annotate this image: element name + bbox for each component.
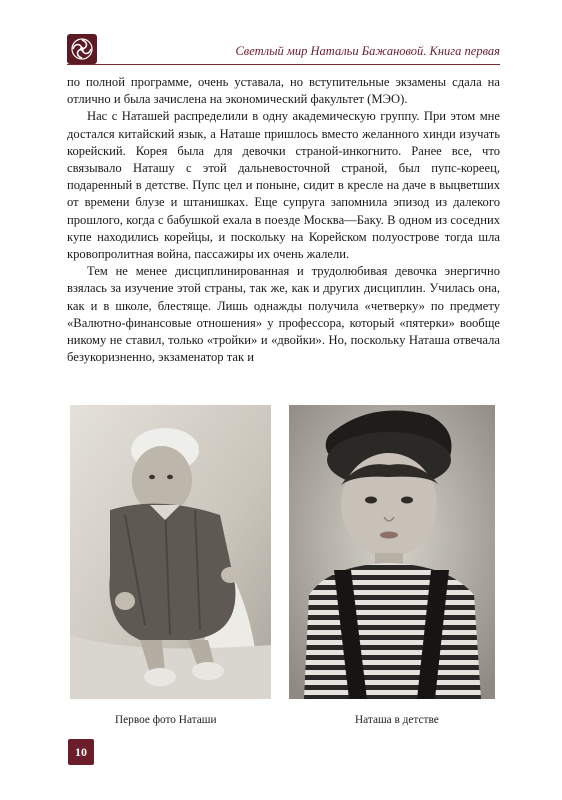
photo-baby-natasha (70, 405, 271, 699)
header-divider (67, 64, 500, 65)
book-emblem-icon (67, 34, 97, 64)
page-number: 10 (68, 739, 94, 765)
photo-caption-childhood: Наташа в детстве (355, 714, 439, 726)
paragraph-2: Нас с Наташей распределили в одну академическую группу. При этом мне достался китайский язык, а Наташе пришлось вместо желанного хинди изучать корейский. Корея была для девочки страной-инкогнито. Ранее все, что связывало Наташу с этой дальневосточной страной, был пупс-кореец, подаренный в детстве. Пупс цел и поныне, сидит в кресле на даче в выцветших от времени блузе и штанишках. Еще супруга запомнила эпизод из далекого прошлого, когда с бабушкой ехала в поезде Москва—Баку. В одном из соседних купе находились корейцы, и поскольку на Корейском полуострове тогда шла кровопролитная война, пассажиры их очень жалели. (67, 109, 500, 262)
running-header-title: Светлый мир Натальи Бажановой. Книга первая (235, 44, 500, 58)
body-text (67, 74, 500, 366)
photo-girl-natasha (289, 405, 495, 699)
photo-caption-baby: Первое фото Наташи (115, 714, 217, 726)
paragraph-1: по полной программе, очень уставала, но вступительные экзамены сдала на отлично и была зачислена на экономический факультет (МЭО). (67, 75, 500, 107)
paragraph-3: Тем не менее дисциплинированная и трудолюбивая девочка энергично взялась за изучение этой страны, так же, как и других дисциплин. Училась она, как и в школе, блестяще. Лишь однажды получила «четверку» по предмету «Валютно-финансовые отношения» у профессора, который «пятерки» вообще никому не ставил, только «тройки» и «двойки». Но, поскольку Наташа отвечала безукоризненно, экзаменатор так и (67, 264, 500, 365)
